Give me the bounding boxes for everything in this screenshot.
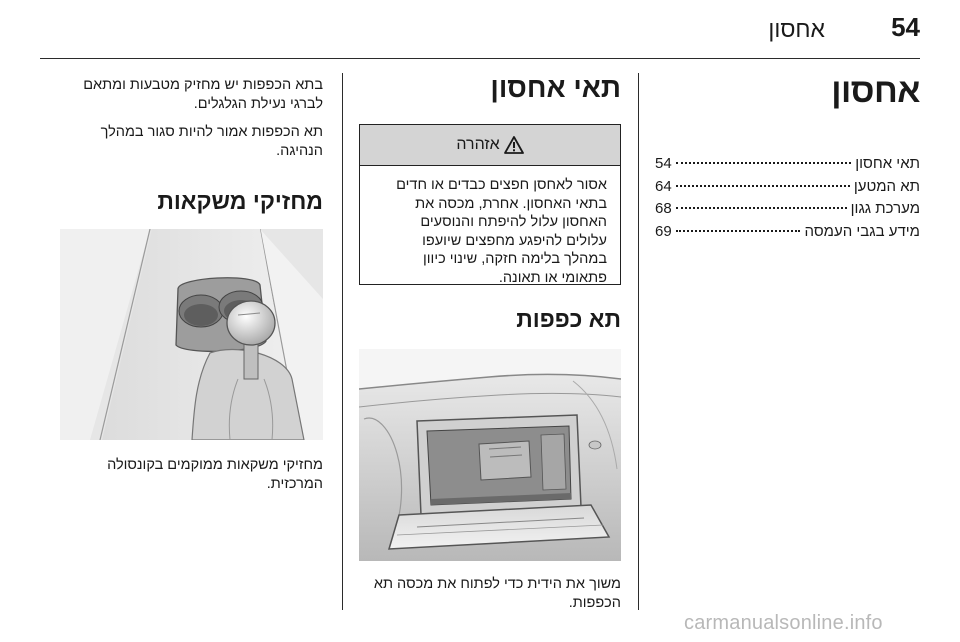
toc-item-page: 68 [655, 200, 672, 217]
toc-item-label: מערכת גגון [850, 200, 920, 217]
paragraph-line: תא הכפפות אמור להיות סגור במהלך [100, 124, 323, 140]
toc-item-label: מידע בגבי העמסה [804, 222, 920, 240]
toc-item-page: 69 [655, 222, 672, 240]
toc-item-page: 54 [655, 155, 672, 172]
toc-item[interactable] [655, 178, 920, 201]
warning-line: האחסון עלול להיפתח והנוסעים [420, 214, 607, 231]
toc-item-label: תאי אחסון [855, 155, 920, 172]
section-title-cupholders: מחזיקי משקאות [157, 188, 323, 214]
glovebox-closed-paragraph [60, 123, 323, 161]
storage-compartments-column [359, 72, 621, 613]
section-title-storage: תאי אחסון [490, 72, 621, 103]
cupholder-illustration [60, 229, 323, 440]
header-rule [40, 58, 920, 59]
toc-item[interactable] [655, 155, 920, 178]
toc-column [655, 72, 920, 245]
warning-heading: אזהרה [456, 136, 500, 153]
caption-line: הכפפות. [568, 595, 621, 611]
toc-item-label: תא המטען [853, 177, 920, 195]
warning-line: עלולים להיפגע מחפצים שיועפו [422, 232, 607, 249]
glovebox-coin-holder-paragraph [60, 76, 323, 114]
toc-leader-dots [676, 207, 847, 209]
toc-item-page: 64 [655, 177, 672, 195]
cupholders-caption [60, 456, 323, 494]
paragraph-line: לברגי נעילת הגלגלים. [193, 96, 323, 112]
caption-line: משוך את הידית כדי לפתוח את מכסה תא [373, 576, 621, 592]
toc-title: אחסון [831, 72, 920, 110]
paragraph-line: בתא הכפפות יש מחזיק מטבעות ומתאם [83, 77, 323, 93]
page-header-chapter-title: אחסון [768, 16, 825, 42]
toc-leader-dots [676, 185, 850, 187]
glovebox-caption [359, 575, 621, 613]
column-divider [638, 73, 639, 610]
toc-leader-dots [676, 230, 801, 232]
warning-line: פתאומי או תאונה. [498, 269, 607, 286]
warning-box [359, 124, 621, 285]
warning-text [360, 166, 620, 288]
toc-list [655, 155, 920, 245]
glovebox-illustration [359, 349, 621, 561]
caption-line: מחזיקי משקאות ממוקמים בקונסולה [107, 457, 323, 473]
caption-line: המרכזית. [266, 476, 323, 492]
toc-leader-dots [676, 162, 852, 164]
warning-line: אסור לאחסן חפצים כבדים או חדים [396, 177, 607, 193]
warning-triangle-icon [504, 136, 524, 154]
paragraph-line: הנהיגה. [276, 143, 323, 159]
page-number: 54 [891, 12, 920, 42]
column-divider [342, 73, 343, 610]
toc-item[interactable] [655, 223, 920, 246]
warning-line: בתאי האחסון. אחרת, מכסה את [415, 195, 607, 212]
section-title-glovebox: תא כפפות [516, 306, 621, 332]
warning-header [360, 125, 620, 166]
cupholders-column [60, 76, 323, 494]
toc-item[interactable] [655, 200, 920, 223]
watermark-text: carmanualsonline.info [684, 612, 883, 634]
warning-line: במהלך בלימה חזקה, שינוי כיוון [423, 251, 607, 268]
